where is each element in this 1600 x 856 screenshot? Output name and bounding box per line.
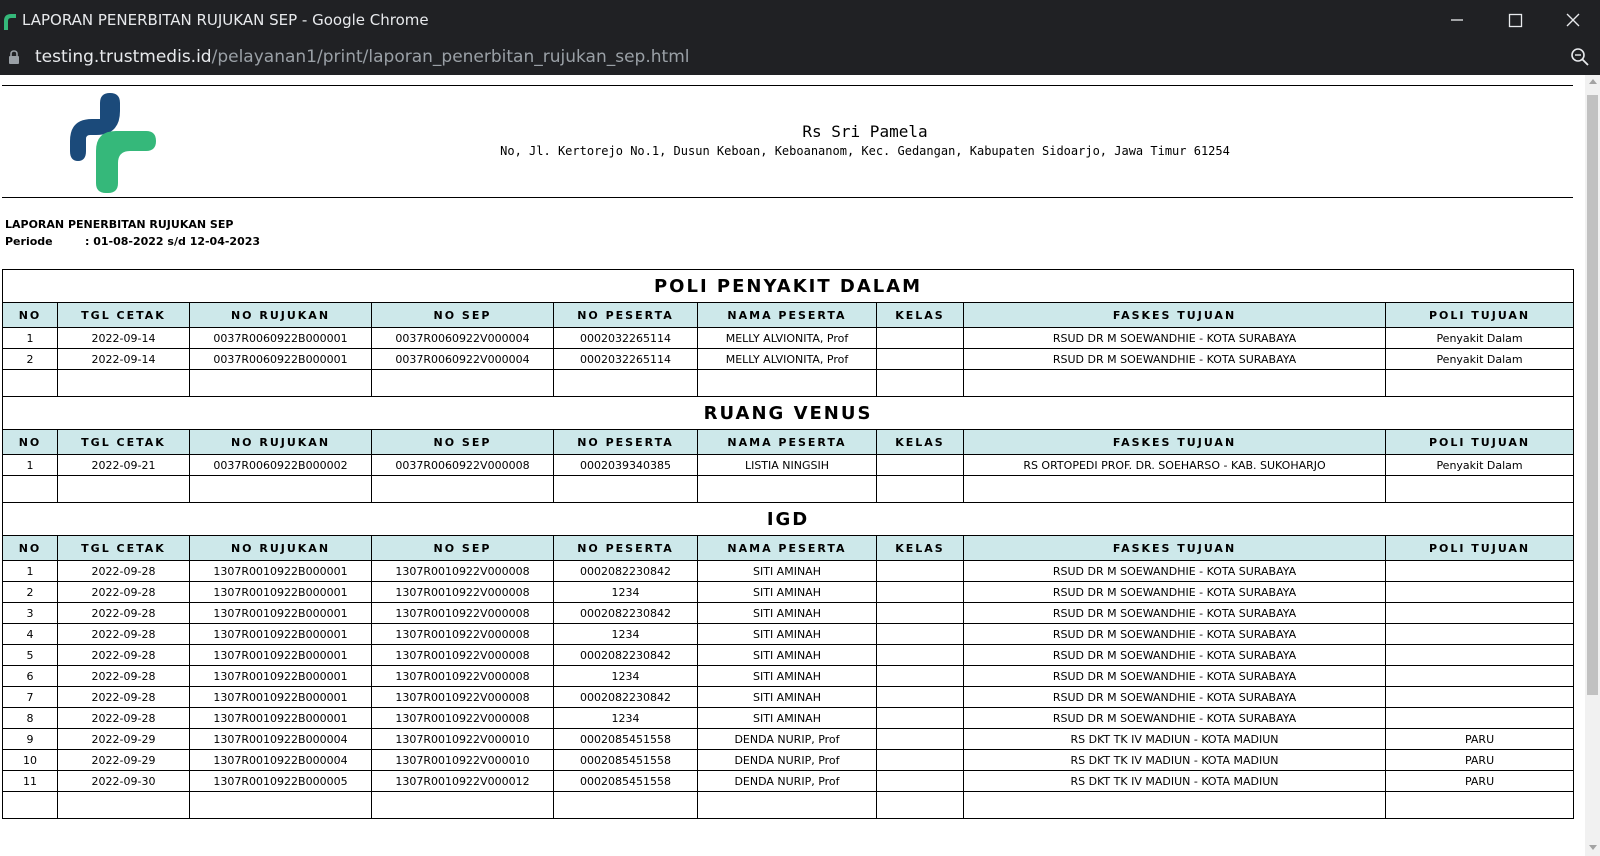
column-header: NAMA PESERTA [698,536,877,561]
table-cell [1386,687,1574,708]
table-cell: 1307R0010922V000008 [372,582,554,603]
window-title: LAPORAN PENERBITAN RUJUKAN SEP - Google Chrome [22,11,429,29]
table-row [3,561,1574,582]
column-header: NO PESERTA [554,536,698,561]
blank-cell [372,370,554,397]
table-cell [877,729,964,750]
table-cell: 1307R0010922B000001 [190,666,372,687]
table-cell: 1307R0010922B000001 [190,603,372,624]
column-header: NO SEP [372,303,554,328]
blank-cell [58,476,190,503]
column-header: POLI TUJUAN [1386,303,1574,328]
table-row [3,771,1574,792]
table-cell: 2022-09-28 [58,666,190,687]
table-cell: RSUD DR M SOEWANDHIE - KOTA SURABAYA [964,666,1386,687]
url-path: /pelayanan1/print/laporan_penerbitan_rujukan_sep.html [211,47,690,67]
table-cell: 1307R0010922B000001 [190,687,372,708]
blank-cell [1386,476,1574,503]
url-text[interactable] [35,46,689,68]
minimize-button[interactable] [1434,6,1480,34]
table-row [3,750,1574,771]
table-cell: Penyakit Dalam [1386,455,1574,476]
table-cell: 1307R0010922B000004 [190,729,372,750]
table-cell: RS DKT TK IV MADIUN - KOTA MADIUN [964,771,1386,792]
table-row [3,603,1574,624]
table-cell: RSUD DR M SOEWANDHIE - KOTA SURABAYA [964,624,1386,645]
scroll-up-arrow-icon[interactable] [1589,79,1597,84]
table-cell: 1307R0010922V000008 [372,561,554,582]
address-bar[interactable] [0,40,1600,75]
table-cell: 2022-09-14 [58,328,190,349]
table-cell: DENDA NURIP, Prof [698,771,877,792]
table-cell: 0037R0060922B000002 [190,455,372,476]
table-cell [877,687,964,708]
table-cell: 1307R0010922V000012 [372,771,554,792]
table-cell: 1234 [554,624,698,645]
window-titlebar [0,0,1600,40]
table-cell: RSUD DR M SOEWANDHIE - KOTA SURABAYA [964,349,1386,370]
section-title: POLI PENYAKIT DALAM [3,270,1574,303]
table-cell: 1307R0010922V000008 [372,624,554,645]
blank-cell [58,370,190,397]
table-cell: PARU [1386,771,1574,792]
table-cell: 1307R0010922V000008 [372,666,554,687]
table-cell: PARU [1386,750,1574,771]
table-cell [1386,645,1574,666]
column-header-row [3,303,1574,328]
blank-cell [554,476,698,503]
table-cell [1386,624,1574,645]
table-cell: 9 [3,729,58,750]
column-header: NO PESERTA [554,303,698,328]
section-title: RUANG VENUS [3,397,1574,430]
table-cell [877,771,964,792]
column-header: NO PESERTA [554,430,698,455]
table-cell [1386,708,1574,729]
table-cell: SITI AMINAH [698,645,877,666]
table-row [3,729,1574,750]
table-row [3,708,1574,729]
table-cell: 7 [3,687,58,708]
blank-row [3,370,1574,397]
table-cell [1386,561,1574,582]
blank-cell [554,370,698,397]
blank-cell [877,370,964,397]
table-row [3,455,1574,476]
blank-cell [3,370,58,397]
table-cell: RS DKT TK IV MADIUN - KOTA MADIUN [964,729,1386,750]
table-cell: 2022-09-30 [58,771,190,792]
table-cell: 2022-09-29 [58,750,190,771]
table-cell: 0037R0060922V000004 [372,349,554,370]
table-cell: 2022-09-28 [58,687,190,708]
close-icon [1550,6,1596,34]
section-title-row [3,503,1574,536]
table-cell [877,708,964,729]
table-cell: 1307R0010922B000001 [190,708,372,729]
table-cell: 0002032265114 [554,349,698,370]
report-table [2,269,1574,819]
table-cell: 0037R0060922B000001 [190,328,372,349]
table-cell: 0002085451558 [554,771,698,792]
table-cell: 2022-09-29 [58,729,190,750]
table-cell: 1307R0010922V000008 [372,603,554,624]
minimize-icon [1434,6,1480,34]
blank-cell [554,792,698,819]
zoom-icon[interactable] [1570,47,1590,67]
hospital-name: Rs Sri Pamela [802,122,928,141]
table-cell: 1307R0010922B000001 [190,645,372,666]
url-host: testing.trustmedis.id [35,47,212,67]
table-cell: RS DKT TK IV MADIUN - KOTA MADIUN [964,750,1386,771]
blank-cell [1386,370,1574,397]
table-cell [877,582,964,603]
blank-row [3,476,1574,503]
table-cell: 0002082230842 [554,687,698,708]
table-cell: SITI AMINAH [698,708,877,729]
blank-cell [698,792,877,819]
table-cell [877,328,964,349]
table-cell: RSUD DR M SOEWANDHIE - KOTA SURABAYA [964,687,1386,708]
column-header: POLI TUJUAN [1386,536,1574,561]
table-cell: 1307R0010922B000004 [190,750,372,771]
table-cell: 1234 [554,708,698,729]
table-cell: RSUD DR M SOEWANDHIE - KOTA SURABAYA [964,603,1386,624]
table-cell: 2022-09-28 [58,582,190,603]
table-row [3,687,1574,708]
blank-cell [877,792,964,819]
table-cell: 1307R0010922B000001 [190,561,372,582]
table-cell [1386,603,1574,624]
blank-cell [964,370,1386,397]
column-header: NO [3,430,58,455]
table-cell: RSUD DR M SOEWANDHIE - KOTA SURABAYA [964,708,1386,729]
table-cell: 2 [3,582,58,603]
blank-cell [190,476,372,503]
blank-cell [1386,792,1574,819]
column-header: NO RUJUKAN [190,430,372,455]
table-cell: SITI AMINAH [698,603,877,624]
maximize-icon [1492,6,1538,34]
column-header: KELAS [877,536,964,561]
period-label: Periode [5,235,53,248]
lock-icon[interactable] [8,50,20,64]
column-header: NO SEP [372,536,554,561]
table-cell: 2 [3,349,58,370]
table-cell: SITI AMINAH [698,624,877,645]
hospital-logo [56,89,160,193]
table-cell: RSUD DR M SOEWANDHIE - KOTA SURABAYA [964,328,1386,349]
blank-cell [964,476,1386,503]
table-cell: 3 [3,603,58,624]
column-header: NO RUJUKAN [190,303,372,328]
column-header: KELAS [877,430,964,455]
table-cell [1386,582,1574,603]
blank-cell [372,792,554,819]
table-cell [877,750,964,771]
table-row [3,645,1574,666]
column-header: NO SEP [372,430,554,455]
table-cell: 2022-09-21 [58,455,190,476]
table-cell: 0002082230842 [554,561,698,582]
table-cell: 1307R0010922B000005 [190,771,372,792]
close-button[interactable] [1550,6,1596,34]
table-cell: 0037R0060922B000001 [190,349,372,370]
period-value: : 01-08-2022 s/d 12-04-2023 [85,235,261,248]
table-cell: 0002082230842 [554,645,698,666]
table-cell [877,624,964,645]
table-cell: 5 [3,645,58,666]
table-cell: SITI AMINAH [698,666,877,687]
table-row [3,666,1574,687]
column-header: POLI TUJUAN [1386,430,1574,455]
blank-cell [3,792,58,819]
table-cell: 11 [3,771,58,792]
column-header: FASKES TUJUAN [964,536,1386,561]
blank-cell [964,792,1386,819]
table-cell: Penyakit Dalam [1386,349,1574,370]
blank-cell [190,370,372,397]
table-row [3,328,1574,349]
table-cell: 0002032265114 [554,328,698,349]
report-title: LAPORAN PENERBITAN RUJUKAN SEP [5,218,234,231]
table-cell: 4 [3,624,58,645]
table-cell: MELLY ALVIONITA, Prof [698,349,877,370]
table-cell: 2022-09-28 [58,561,190,582]
column-header: TGL CETAK [58,303,190,328]
table-cell: 2022-09-14 [58,349,190,370]
blank-cell [372,476,554,503]
table-cell: 0002039340385 [554,455,698,476]
table-cell: SITI AMINAH [698,561,877,582]
column-header: TGL CETAK [58,430,190,455]
column-header: KELAS [877,303,964,328]
column-header: NAMA PESERTA [698,303,877,328]
table-row [3,624,1574,645]
table-cell: DENDA NURIP, Prof [698,729,877,750]
header-bottom-rule [2,197,1573,198]
column-header: NAMA PESERTA [698,430,877,455]
table-cell: 0002085451558 [554,750,698,771]
blank-cell [3,476,58,503]
table-cell: 0037R0060922V000004 [372,328,554,349]
table-cell: 1307R0010922V000010 [372,729,554,750]
table-cell [877,349,964,370]
table-cell: 1307R0010922V000008 [372,645,554,666]
table-cell: 0002085451558 [554,729,698,750]
table-cell: 2022-09-28 [58,645,190,666]
column-header: NO [3,303,58,328]
table-cell: 1307R0010922V000010 [372,750,554,771]
table-cell: 0002082230842 [554,603,698,624]
table-cell [1386,666,1574,687]
column-header-row [3,430,1574,455]
blank-cell [190,792,372,819]
blank-cell [698,476,877,503]
scroll-down-arrow-icon[interactable] [1589,845,1597,850]
column-header: NO [3,536,58,561]
maximize-button[interactable] [1492,6,1538,34]
table-cell [877,645,964,666]
table-cell: 1 [3,561,58,582]
blank-cell [58,792,190,819]
table-cell: 1 [3,328,58,349]
table-cell: RSUD DR M SOEWANDHIE - KOTA SURABAYA [964,582,1386,603]
table-cell: DENDA NURIP, Prof [698,750,877,771]
table-cell: 1307R0010922B000001 [190,624,372,645]
column-header: FASKES TUJUAN [964,303,1386,328]
header-top-rule [2,85,1573,86]
table-cell: 1307R0010922V000008 [372,687,554,708]
table-cell [877,455,964,476]
hospital-address: No, Jl. Kertorejo No.1, Dusun Keboan, Keboananom, Kec. Gedangan, Kabupaten Sidoarjo, Jawa Timur 61254 [500,144,1230,158]
table-cell: 1307R0010922B000001 [190,582,372,603]
table-cell: 10 [3,750,58,771]
table-cell: SITI AMINAH [698,582,877,603]
table-cell: 6 [3,666,58,687]
table-cell: 1307R0010922V000008 [372,708,554,729]
table-cell [877,603,964,624]
table-cell [877,561,964,582]
table-row [3,349,1574,370]
table-cell [877,666,964,687]
column-header: FASKES TUJUAN [964,430,1386,455]
column-header: TGL CETAK [58,536,190,561]
table-cell: LISTIA NINGSIH [698,455,877,476]
blank-row [3,792,1574,819]
table-cell: 1 [3,455,58,476]
section-title-row [3,397,1574,430]
section-title: IGD [3,503,1574,536]
table-cell: 8 [3,708,58,729]
trustmedis-logo-icon [4,12,16,30]
report-page [0,75,1585,856]
page-scrollbar[interactable] [1585,75,1600,856]
column-header-row [3,536,1574,561]
table-cell: Penyakit Dalam [1386,328,1574,349]
blank-cell [698,370,877,397]
scrollbar-thumb[interactable] [1587,95,1598,695]
table-cell: SITI AMINAH [698,687,877,708]
table-cell: 2022-09-28 [58,603,190,624]
table-cell: 2022-09-28 [58,624,190,645]
table-cell: 2022-09-28 [58,708,190,729]
column-header: NO RUJUKAN [190,536,372,561]
table-cell: RS ORTOPEDI PROF. DR. SOEHARSO - KAB. SUKOHARJO [964,455,1386,476]
table-cell: PARU [1386,729,1574,750]
table-cell: RSUD DR M SOEWANDHIE - KOTA SURABAYA [964,645,1386,666]
section-title-row [3,270,1574,303]
table-cell: RSUD DR M SOEWANDHIE - KOTA SURABAYA [964,561,1386,582]
table-row [3,582,1574,603]
table-cell: MELLY ALVIONITA, Prof [698,328,877,349]
table-cell: 1234 [554,582,698,603]
table-cell: 1234 [554,666,698,687]
table-cell: 0037R0060922V000008 [372,455,554,476]
blank-cell [877,476,964,503]
